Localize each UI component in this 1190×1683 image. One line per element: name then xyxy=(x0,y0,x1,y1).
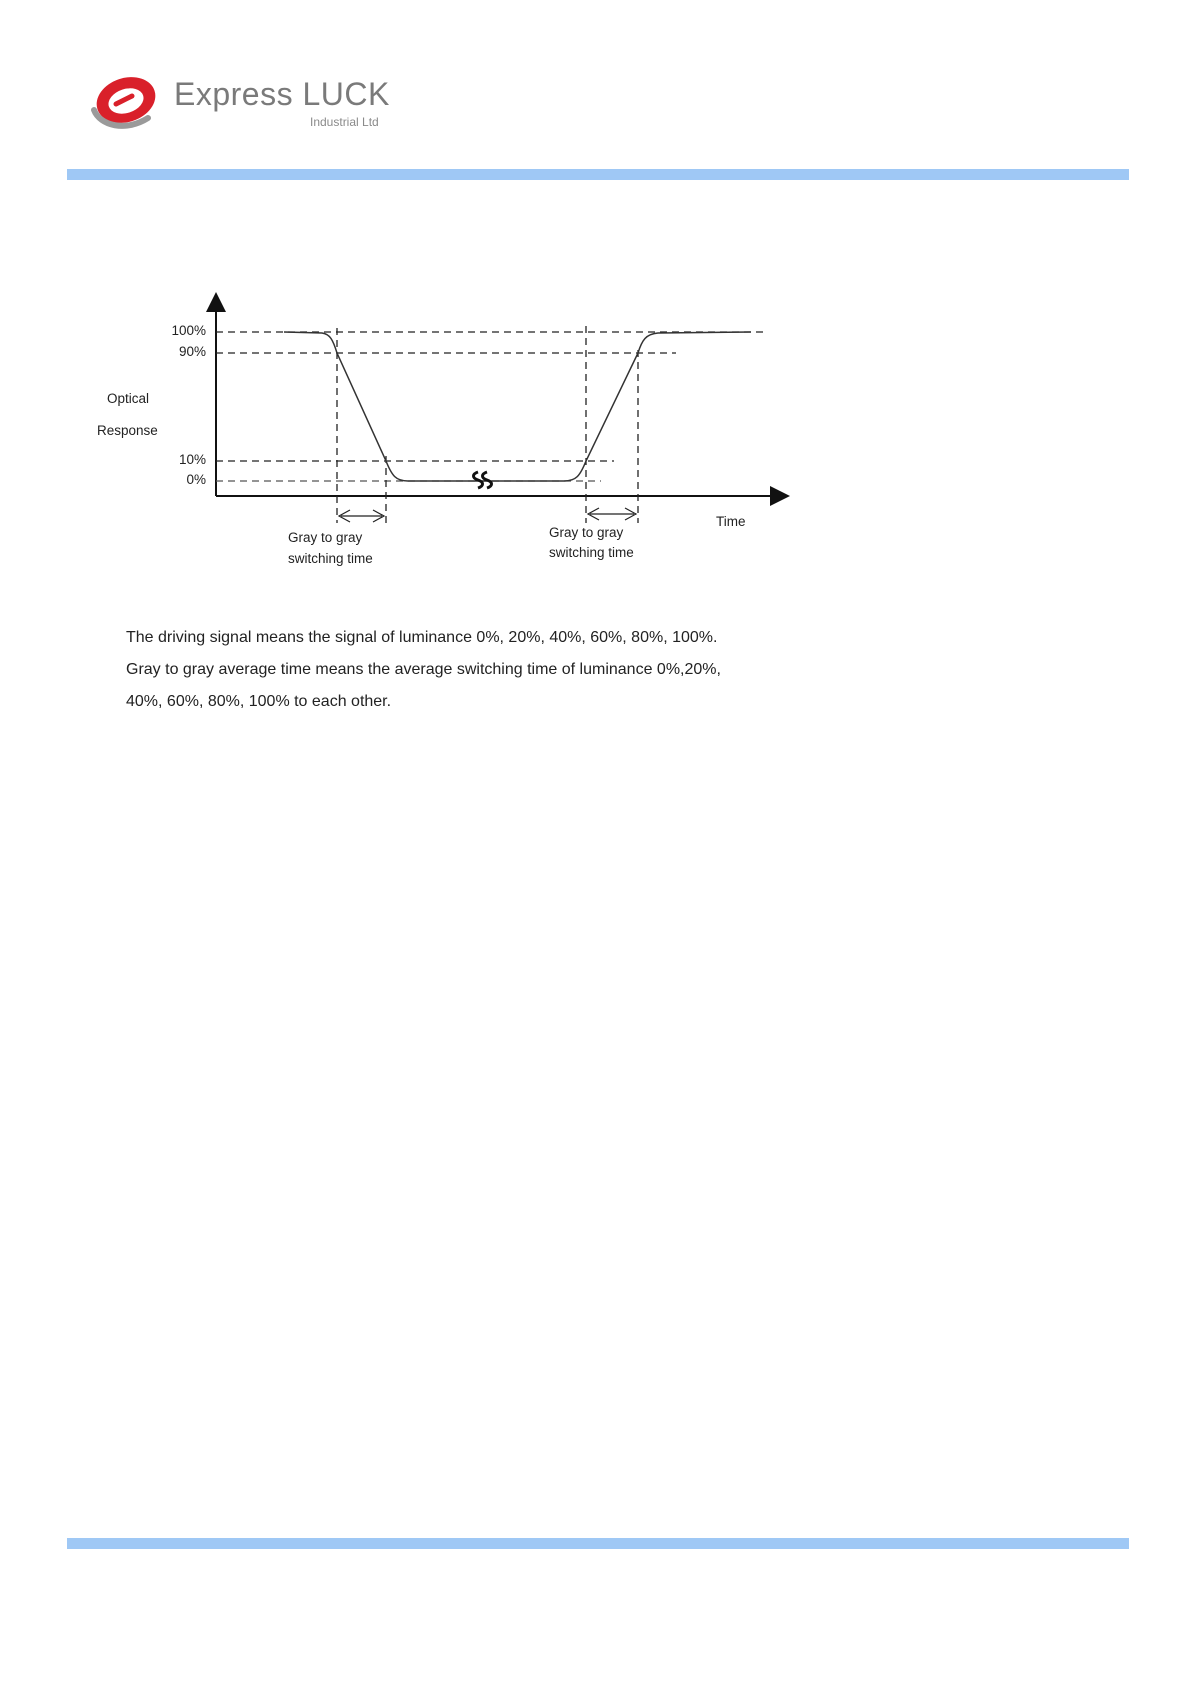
description-line-1: The driving signal means the signal of luminance 0%, 20%, 40%, 60%, 80%, 100%. xyxy=(126,629,718,646)
optical-response-figure xyxy=(86,288,826,578)
description-line-3: 40%, 60%, 80%, 100% to each other. xyxy=(126,693,392,710)
company-logo xyxy=(86,66,426,136)
y-axis-label-line2: Response xyxy=(97,423,158,438)
left-annotation-line2: switching time xyxy=(288,551,373,566)
logo-subtitle: Industrial Ltd xyxy=(310,115,379,129)
description-paragraph xyxy=(126,622,826,718)
description-line-2: Gray to gray average time means the average switching time of luminance 0%,20%, xyxy=(126,661,721,678)
level-90-label: 90% xyxy=(178,344,206,359)
response-curve xyxy=(284,332,751,481)
logo-name: Express LUCK xyxy=(174,76,390,112)
right-annotation-line1: Gray to gray xyxy=(549,525,624,540)
level-100-label: 100% xyxy=(171,323,206,338)
level-0-label: 0% xyxy=(186,472,206,487)
level-10-label: 10% xyxy=(178,452,206,467)
right-annotation-line2: switching time xyxy=(549,545,634,560)
y-axis-label-line1: Optical xyxy=(107,391,150,406)
x-axis-label: Time xyxy=(716,514,746,529)
axis-break-icon xyxy=(474,472,492,488)
left-annotation-line1: Gray to gray xyxy=(288,530,363,545)
express-luck-swirl-logo-icon xyxy=(86,66,162,132)
footer-rule xyxy=(67,1538,1129,1549)
header-rule xyxy=(67,169,1129,180)
